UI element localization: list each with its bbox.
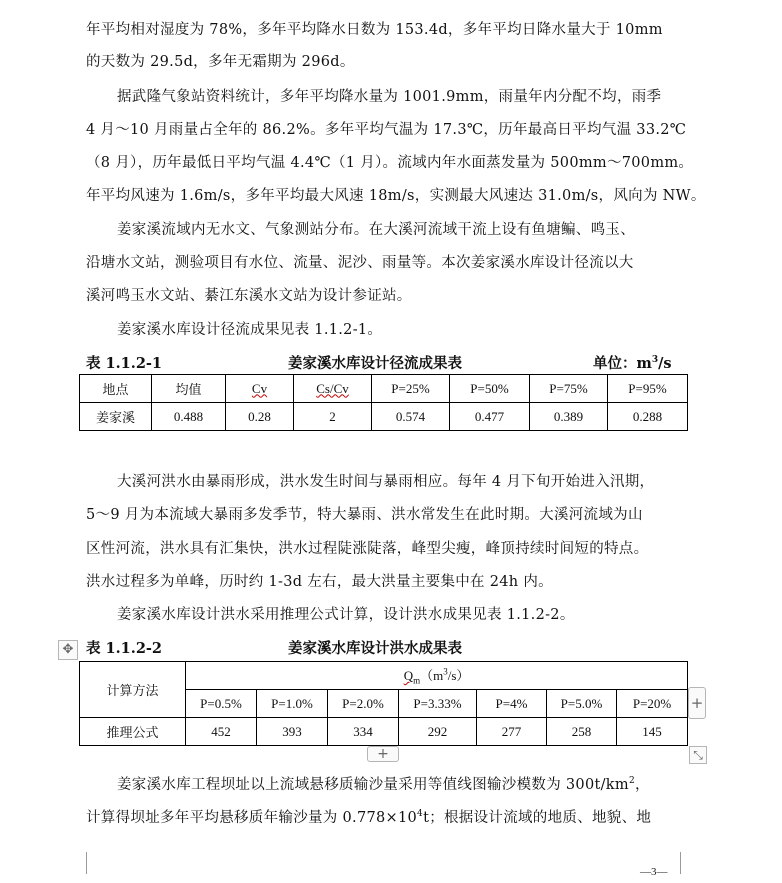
body-text-line: 姜家溪水库设计径流成果见表 1.1.2-1。: [117, 322, 383, 338]
body-text-line: 溪河鸣玉水文站、綦江东溪水文站为设计参证站。: [86, 288, 412, 304]
table-cell[interactable]: 0.288: [608, 403, 688, 431]
table-cell[interactable]: 145: [617, 718, 688, 746]
table-header-cell[interactable]: P=2.0%: [328, 690, 399, 718]
margin-crop-mark: [680, 852, 703, 874]
table-number: 表 1.1.2-1: [86, 355, 163, 372]
table-cell[interactable]: 292: [399, 718, 477, 746]
table-title: 姜家溪水库设计径流成果表: [288, 355, 462, 372]
spellcheck-marked-text: Cv: [251, 380, 268, 396]
body-text-line: 计算得坝址多年平均悬移质年输沙量为 $0.778\times 10^4t$；根据设计流域的地质、地貌、地: [86, 809, 652, 826]
table-cell[interactable]: 0.574: [372, 403, 450, 431]
table-header-cell[interactable]: P=20%: [617, 690, 688, 718]
table-title: 姜家溪水库设计洪水成果表: [288, 640, 462, 657]
spellcheck-marked-text: $Q_m$: [403, 668, 421, 686]
table-header-row: [80, 662, 688, 690]
table-cell[interactable]: 推理公式: [80, 718, 186, 746]
body-text-line: 洪水过程多为单峰，历时约 1-3d 左右，最大洪量主要集中在 24h 内。: [86, 574, 553, 590]
body-text-line: 大溪河洪水由暴雨形成，洪水发生时间与暴雨相应。每年 4 月下旬开始进入汛期，: [117, 474, 655, 490]
runoff-results-table: [79, 374, 688, 431]
body-text-line: 的天数为 29.5d，多年无霜期为 296d。: [86, 54, 355, 70]
body-text-line: 5～9 月为本流域大暴雨多发季节，特大暴雨、洪水常发生在此时期。大溪河流域为山: [86, 507, 643, 523]
table-header-cell[interactable]: P=5.0%: [547, 690, 617, 718]
table-cell[interactable]: 2: [294, 403, 372, 431]
table-header-cell[interactable]: [226, 375, 294, 403]
table-header-cell[interactable]: 计算方法: [80, 662, 186, 718]
body-text-line: 年平均风速为 1.6m/s，多年平均最大风速 18m/s，实测最大风速达 31.0m/s，风向为 NW。: [86, 188, 706, 204]
table-header-cell[interactable]: P=4%: [477, 690, 547, 718]
table-header-cell[interactable]: P=0.5%: [186, 690, 257, 718]
table-number: 表 1.1.2-2: [86, 640, 163, 657]
body-text-line: 区性河流，洪水具有汇集快，洪水过程陡涨陡落，峰型尖瘦，峰顶持续时间短的特点。: [86, 541, 649, 557]
body-text-line: 沿塘水文站，测验项目有水位、流量、泥沙、雨量等。本次姜家溪水库设计径流以大: [86, 255, 634, 271]
table-cell[interactable]: 258: [547, 718, 617, 746]
table-unit: 单位：$m^3/s$: [593, 355, 672, 372]
table-header-row: [80, 375, 688, 403]
table-row: [80, 403, 688, 431]
add-column-button[interactable]: +: [688, 687, 706, 719]
add-row-button[interactable]: +: [367, 746, 399, 762]
body-text-line: （8 月），历年最低日平均气温 4.4℃（1 月）。流域内年水面蒸发量为 500mm～700mm。: [86, 155, 694, 171]
table-cell[interactable]: 0.488: [152, 403, 226, 431]
table-header-cell[interactable]: 均值: [152, 375, 226, 403]
table-cell[interactable]: 393: [257, 718, 328, 746]
body-text-line: 姜家溪流域内无水文、气象测站分布。在大溪河流域干流上设有鱼塘鳊、鸣玉、: [117, 222, 635, 238]
table-resize-handle-icon[interactable]: ⤡: [689, 746, 707, 764]
table-cell[interactable]: 334: [328, 718, 399, 746]
body-text-line: 4 月～10 月雨量占全年的 86.2%。多年平均气温为 17.3℃，历年最高日平均气温 33.2℃: [86, 122, 687, 138]
table-move-handle-icon[interactable]: ✥: [58, 640, 78, 660]
body-text-line: 年平均相对湿度为 78%，多年平均降水日数为 153.4d，多年平均日降水量大于 10mm: [86, 22, 663, 38]
table-header-cell[interactable]: 地点: [80, 375, 152, 403]
table-cell[interactable]: 姜家溪: [80, 403, 152, 431]
table-header-cell[interactable]: $Q_m(m^3/s)$: [186, 662, 688, 690]
table-cell[interactable]: 0.477: [450, 403, 530, 431]
page-number: —3—: [640, 866, 668, 878]
table-header-cell[interactable]: P=25%: [372, 375, 450, 403]
spellcheck-marked-text: Cs/Cv: [316, 380, 349, 396]
body-text-line: 据武隆气象站资料统计，多年平均降水量为 1001.9mm，雨量年内分配不均，雨季: [117, 89, 662, 105]
table-row: [80, 718, 688, 746]
table-header-cell[interactable]: P=95%: [608, 375, 688, 403]
table-cell[interactable]: 277: [477, 718, 547, 746]
body-text-line: 姜家溪水库工程坝址以上流域悬移质输沙量采用等值线图输沙模数为 $300t/km^2$，: [117, 776, 650, 793]
flood-results-table: [79, 661, 688, 746]
table-header-cell[interactable]: P=75%: [530, 375, 608, 403]
table-header-cell[interactable]: P=3.33%: [399, 690, 477, 718]
table-header-cell[interactable]: P=50%: [450, 375, 530, 403]
body-text-line: 姜家溪水库设计洪水采用推理公式计算，设计洪水成果见表 1.1.2-2。: [117, 607, 575, 623]
table-header-cell[interactable]: P=1.0%: [257, 690, 328, 718]
table-header-cell[interactable]: [294, 375, 372, 403]
table-cell[interactable]: 452: [186, 718, 257, 746]
table-cell[interactable]: 0.28: [226, 403, 294, 431]
margin-crop-mark: [64, 852, 87, 874]
table-cell[interactable]: 0.389: [530, 403, 608, 431]
